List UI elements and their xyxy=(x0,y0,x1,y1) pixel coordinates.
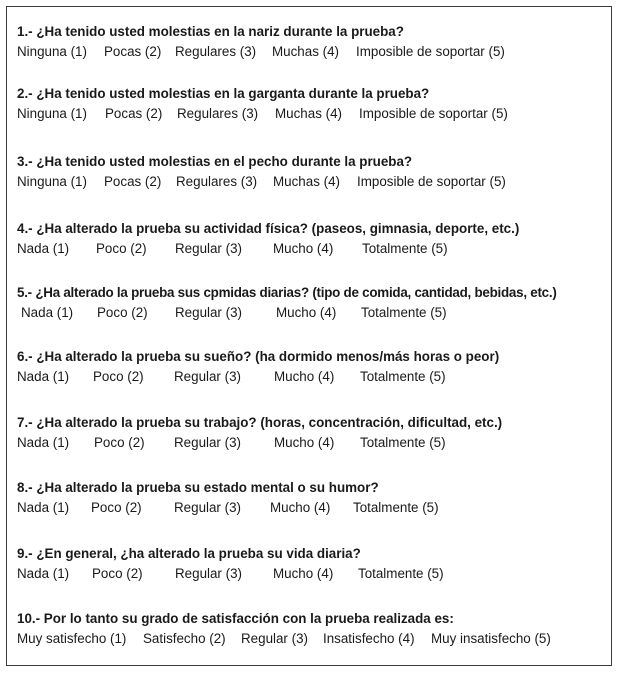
question-4-text: 4.- ¿Ha alterado la prueba su actividad física? (paseos, gimnasia, deporte, etc.) xyxy=(17,221,520,236)
option-1: Nada (1) xyxy=(21,305,74,320)
option-3: Regular (3) xyxy=(175,241,242,256)
option-1: Ninguna (1) xyxy=(17,106,87,121)
option-1: Nada (1) xyxy=(17,369,70,384)
questionnaire-frame xyxy=(6,6,612,666)
option-3: Regulares (3) xyxy=(176,174,258,189)
option-4: Muchas (4) xyxy=(272,44,339,59)
question-6-options xyxy=(17,369,607,385)
option-4: Mucho (4) xyxy=(276,305,337,320)
question-7-options xyxy=(17,435,607,451)
option-5: Imposible de soportar (5) xyxy=(359,106,508,121)
question-2-text: 2.- ¿Ha tenido usted molestias en la garganta durante la prueba? xyxy=(17,86,430,101)
question-6 xyxy=(17,349,607,385)
option-5: Imposible de soportar (5) xyxy=(356,44,505,59)
option-1: Nada (1) xyxy=(17,566,70,581)
option-5: Totalmente (5) xyxy=(360,369,446,384)
question-5-text: 5.- ¿Ha alterado la prueba sus cpmidas diarias? (tipo de comida, cantidad, bebidas, etc.) xyxy=(17,285,557,300)
option-2: Poco (2) xyxy=(93,369,144,384)
question-4-options xyxy=(17,241,607,257)
option-1: Muy satisfecho (1) xyxy=(17,631,127,646)
option-3: Regular (3) xyxy=(174,369,241,384)
question-10 xyxy=(17,611,607,647)
option-2: Satisfecho (2) xyxy=(143,631,226,646)
question-8-options xyxy=(17,500,607,516)
question-7 xyxy=(17,415,607,451)
option-5: Imposible de soportar (5) xyxy=(357,174,506,189)
question-9-options xyxy=(17,566,607,582)
question-10-options xyxy=(17,631,607,647)
option-4: Mucho (4) xyxy=(274,369,335,384)
question-2 xyxy=(17,86,607,122)
option-1: Nada (1) xyxy=(17,435,70,450)
question-8-text: 8.- ¿Ha alterado la prueba su estado mental o su humor? xyxy=(17,480,379,495)
question-2-options xyxy=(17,106,607,122)
option-5: Totalmente (5) xyxy=(353,500,439,515)
option-5: Totalmente (5) xyxy=(360,435,446,450)
option-4: Mucho (4) xyxy=(270,500,331,515)
question-5 xyxy=(17,285,607,321)
option-1: Nada (1) xyxy=(17,500,70,515)
option-2: Pocas (2) xyxy=(104,44,162,59)
option-1: Nada (1) xyxy=(17,241,70,256)
option-2: Poco (2) xyxy=(94,435,145,450)
question-9-text: 9.- ¿En general, ¿ha alterado la prueba su vida diaria? xyxy=(17,546,361,561)
question-4 xyxy=(17,221,607,257)
option-5: Muy insatisfecho (5) xyxy=(431,631,551,646)
option-4: Mucho (4) xyxy=(273,241,334,256)
option-4: Muchas (4) xyxy=(273,174,340,189)
question-1-text: 1.- ¿Ha tenido usted molestias en la nariz durante la prueba? xyxy=(17,24,404,39)
question-1-options xyxy=(17,44,607,60)
option-3: Regular (3) xyxy=(175,566,242,581)
option-2: Pocas (2) xyxy=(105,106,163,121)
option-2: Pocas (2) xyxy=(104,174,162,189)
option-3: Regulares (3) xyxy=(177,106,259,121)
option-3: Regular (3) xyxy=(175,305,242,320)
option-3: Regular (3) xyxy=(241,631,308,646)
option-3: Regulares (3) xyxy=(175,44,257,59)
option-5: Totalmente (5) xyxy=(362,241,448,256)
question-3-text: 3.- ¿Ha tenido usted molestias en el pecho durante la prueba? xyxy=(17,154,413,169)
option-2: Poco (2) xyxy=(91,500,142,515)
question-3-options xyxy=(17,174,607,190)
option-3: Regular (3) xyxy=(174,435,241,450)
question-9 xyxy=(17,546,607,582)
option-1: Ninguna (1) xyxy=(17,44,87,59)
option-4: Mucho (4) xyxy=(274,435,335,450)
question-5-options xyxy=(17,305,607,321)
option-4: Mucho (4) xyxy=(273,566,334,581)
option-2: Poco (2) xyxy=(96,241,147,256)
question-3 xyxy=(17,154,607,190)
question-1 xyxy=(17,24,607,60)
question-6-text: 6.- ¿Ha alterado la prueba su sueño? (ha dormido menos/más horas o peor) xyxy=(17,349,500,364)
option-5: Totalmente (5) xyxy=(358,566,444,581)
option-2: Poco (2) xyxy=(92,566,143,581)
option-5: Totalmente (5) xyxy=(361,305,447,320)
option-2: Poco (2) xyxy=(97,305,148,320)
option-4: Insatisfecho (4) xyxy=(323,631,415,646)
question-8 xyxy=(17,480,607,516)
question-10-text: 10.- Por lo tanto su grado de satisfacción con la prueba realizada es: xyxy=(17,611,454,626)
question-7-text: 7.- ¿Ha alterado la prueba su trabajo? (horas, concentración, dificultad, etc.) xyxy=(17,415,503,430)
option-4: Muchas (4) xyxy=(275,106,342,121)
option-3: Regular (3) xyxy=(174,500,241,515)
option-1: Ninguna (1) xyxy=(17,174,87,189)
